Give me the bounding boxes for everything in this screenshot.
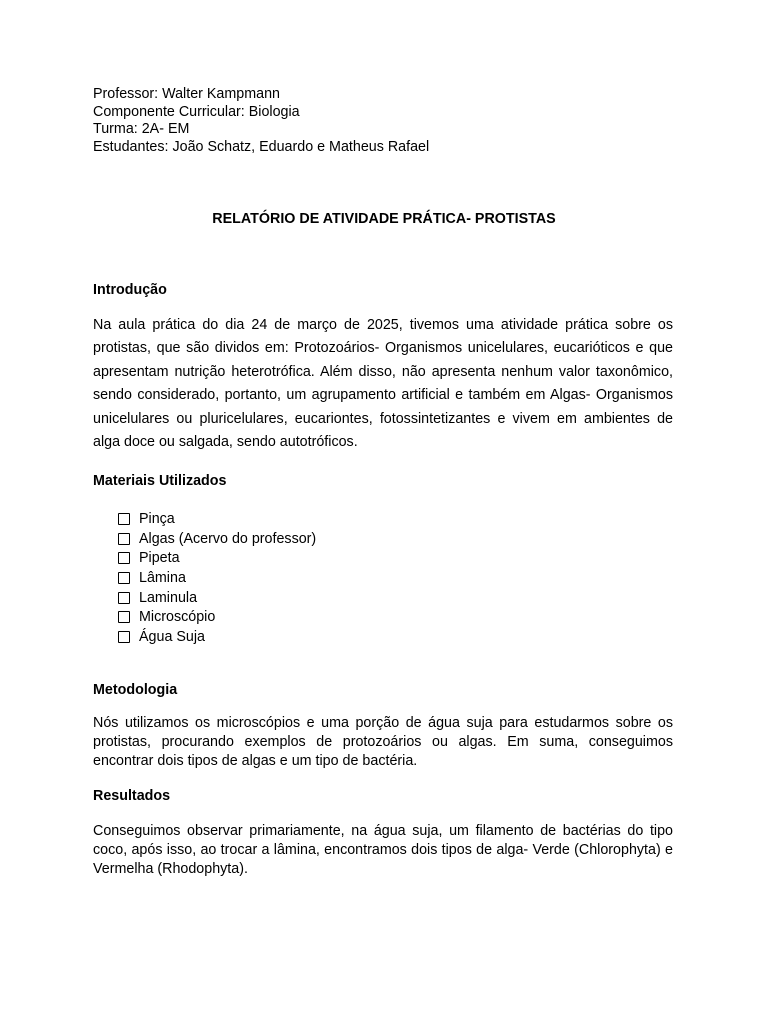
checkbox-icon [118,552,130,564]
estudantes-line: Estudantes: João Schatz, Eduardo e Matheus Rafael [93,139,430,156]
document-title: RELATÓRIO DE ATIVIDADE PRÁTICA- PROTISTAS [212,211,556,227]
list-item [118,548,316,568]
resultados-paragraph: Conseguimos observar primariamente, na água suja, um filamento de bactérias do tipo coco, após isso, ao trocar a lâmina, encontramos dois tipos de alga- Verde (Chlorophyta) e Vermelha (Rhodophyta). [93,823,673,877]
list-item-label: Pinça [139,510,175,527]
introducao-heading: Introdução [93,282,167,298]
list-item [118,627,316,647]
list-item [118,588,316,608]
list-item [118,607,316,627]
list-item-label: Lâmina [139,569,186,586]
resultados-heading: Resultados [93,788,171,804]
document-header [93,86,429,157]
list-item-label: Pipeta [139,550,180,567]
professor-line: Professor: Walter Kampmann [93,86,280,102]
componente-line: Componente Curricular: Biologia [93,103,300,120]
checkbox-icon [118,533,130,545]
introducao-paragraph: Na aula prática do dia 24 de março de 2025, tivemos uma atividade prática sobre os protistas, que são dividos em: Protozoários- Organismos unicelulares, eucarióticos e que apresentam nutrição heterotrófica. Além disso, não apresenta nenhum valor taxonômico, sendo considerado, portanto, um agrupamento artificial e também em Algas- Organismos unicelulares ou pluricelulares, eucariontes, fotossintetizantes e vivem em ambientes de alga doce ou salgada, sendo autotróficos. [93,317,673,451]
checkbox-icon [118,592,130,604]
list-item-label: Água Suja [139,628,205,645]
checkbox-icon [118,572,130,584]
materiais-heading: Materiais Utilizados [93,473,227,489]
checkbox-icon [118,631,130,643]
list-item-label: Laminula [139,589,198,606]
list-item [118,509,316,529]
list-item-label: Microscópio [139,609,216,626]
checkbox-icon [118,513,130,525]
metodologia-paragraph: Nós utilizamos os microscópios e uma porção de água suja para estudarmos sobre os protistas, procurando exemplos de protozoários ou algas. Em suma, conseguimos encontrar dois tipos de algas e um tipo de bactéria. [93,715,673,769]
metodologia-heading: Metodologia [93,682,178,698]
list-item [118,529,316,549]
materiais-list [118,509,316,647]
list-item [118,568,316,588]
turma-line: Turma: 2A- EM [93,121,190,138]
list-item-label: Algas (Acervo do professor) [139,530,317,547]
checkbox-icon [118,611,130,623]
